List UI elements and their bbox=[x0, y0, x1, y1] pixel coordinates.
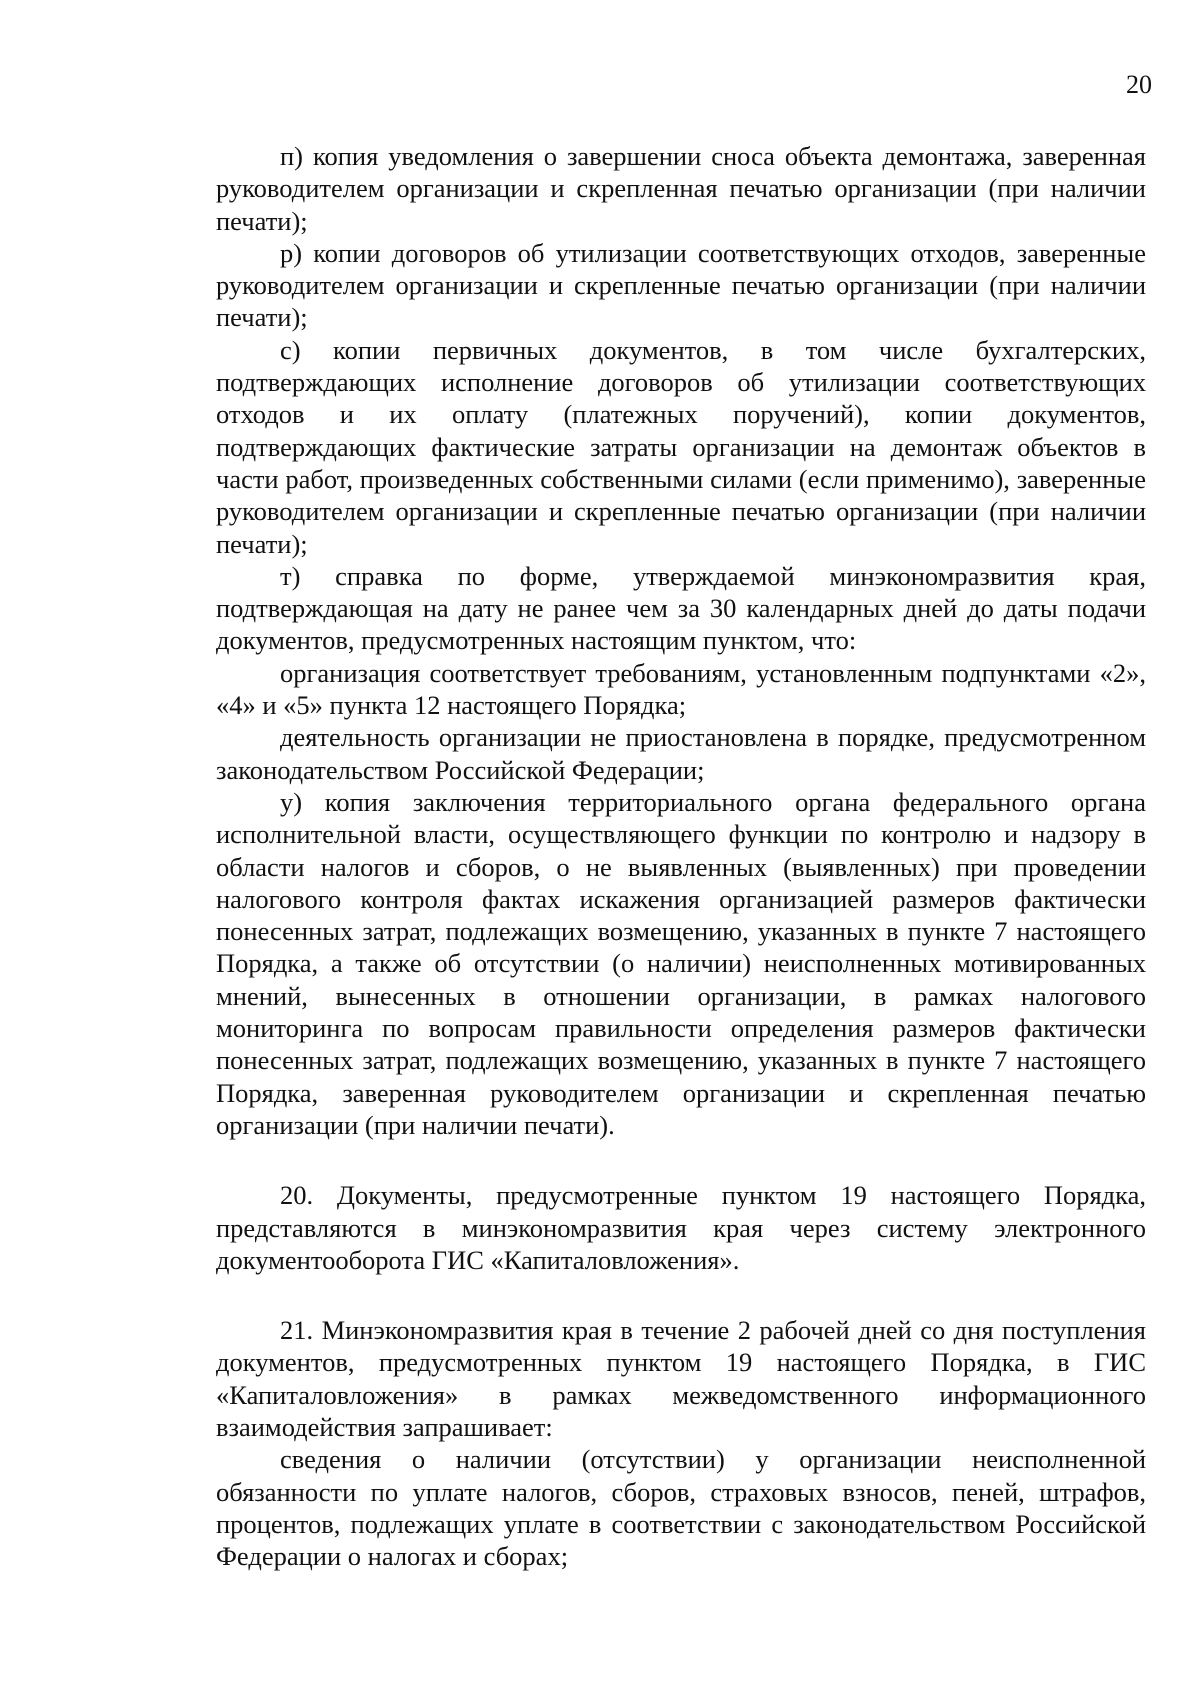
document-body bbox=[216, 140, 1146, 1572]
paragraph-t-item-2: деятельность организации не приостановлена в порядке, предусмотренном законодательством Российской Федерации; bbox=[216, 722, 1146, 785]
paragraph-21: 21. Минэкономразвития края в течение 2 рабочей дней со дня поступления документов, предусмотренных пунктом 19 настоящего Порядка, в ГИС «Капиталовложения» в рамках межведомственного информационного взаимодействия запрашивает: bbox=[216, 1315, 1146, 1442]
section-gap bbox=[216, 1141, 1146, 1179]
paragraph-p: п) копия уведомления о завершении сноса объекта демонтажа, заверенная руководителем организации и скрепленная печатью организации (при наличии печати); bbox=[216, 141, 1146, 236]
section-gap bbox=[216, 1276, 1146, 1314]
paragraph-t-item-1: организация соответствует требованиям, установленным подпунктами «2», «4» и «5» пункта 12 настоящего Порядка; bbox=[216, 657, 1146, 721]
page-number: 20 bbox=[1126, 70, 1152, 99]
paragraph-s: с) копии первичных документов, в том числе бухгалтерских, подтверждающих исполнение договоров об утилизации соответствующих отходов и их оплату (платежных поручений), копии документов, подтверждающих фактические затраты организации на демонтаж объектов в части работ, произведенных собственными силами (если применимо), заверенные руководителем организации и скрепленные печатью организации (при наличии печати); bbox=[216, 334, 1146, 559]
paragraph-t: т) справка по форме, утверждаемой минэкономразвития края, подтверждающая на дату не ранее чем за 30 календарных дней до даты подачи документов, предусмотренных настоящим пунктом, что: bbox=[216, 560, 1146, 656]
paragraph-r: р) копии договоров об утилизации соответствующих отходов, заверенные руководителем организации и скрепленные печатью организации (при наличии печати); bbox=[216, 237, 1146, 333]
paragraph-20: 20. Документы, предусмотренные пунктом 19 настоящего Порядка, представляются в минэкономразвития края через систему электронного документооборота ГИС «Капиталовложения». bbox=[216, 1180, 1146, 1275]
paragraph-u: у) копия заключения территориального органа федерального органа исполнительной власти, осуществляющего функции по контролю и надзору в области налогов и сборов, о не выявленных (выявленных) при проведении налогового контроля фактах искажения организацией размеров фактически понесенных затрат, подлежащих возмещению, указанных в пункте 7 настоящего Порядка, а также об отсутствии (о наличии) неисполненных мотивированных мнений, вынесенных в отношении организации, в рамках налогового мониторинга по вопросам правильности определения размеров фактически понесенных затрат, подлежащих возмещению, указанных в пункте 7 настоящего Порядка, заверенная руководителем организации и скрепленная печатью организации (при наличии печати). bbox=[216, 786, 1146, 1140]
paragraph-21-item-1: сведения о наличии (отсутствии) у организации неисполненной обязанности по уплате налогов, сборов, страховых взносов, пеней, штрафов, процентов, подлежащих уплате в соответствии с законодательством Российской Федерации о налогах и сборах; bbox=[216, 1444, 1146, 1572]
